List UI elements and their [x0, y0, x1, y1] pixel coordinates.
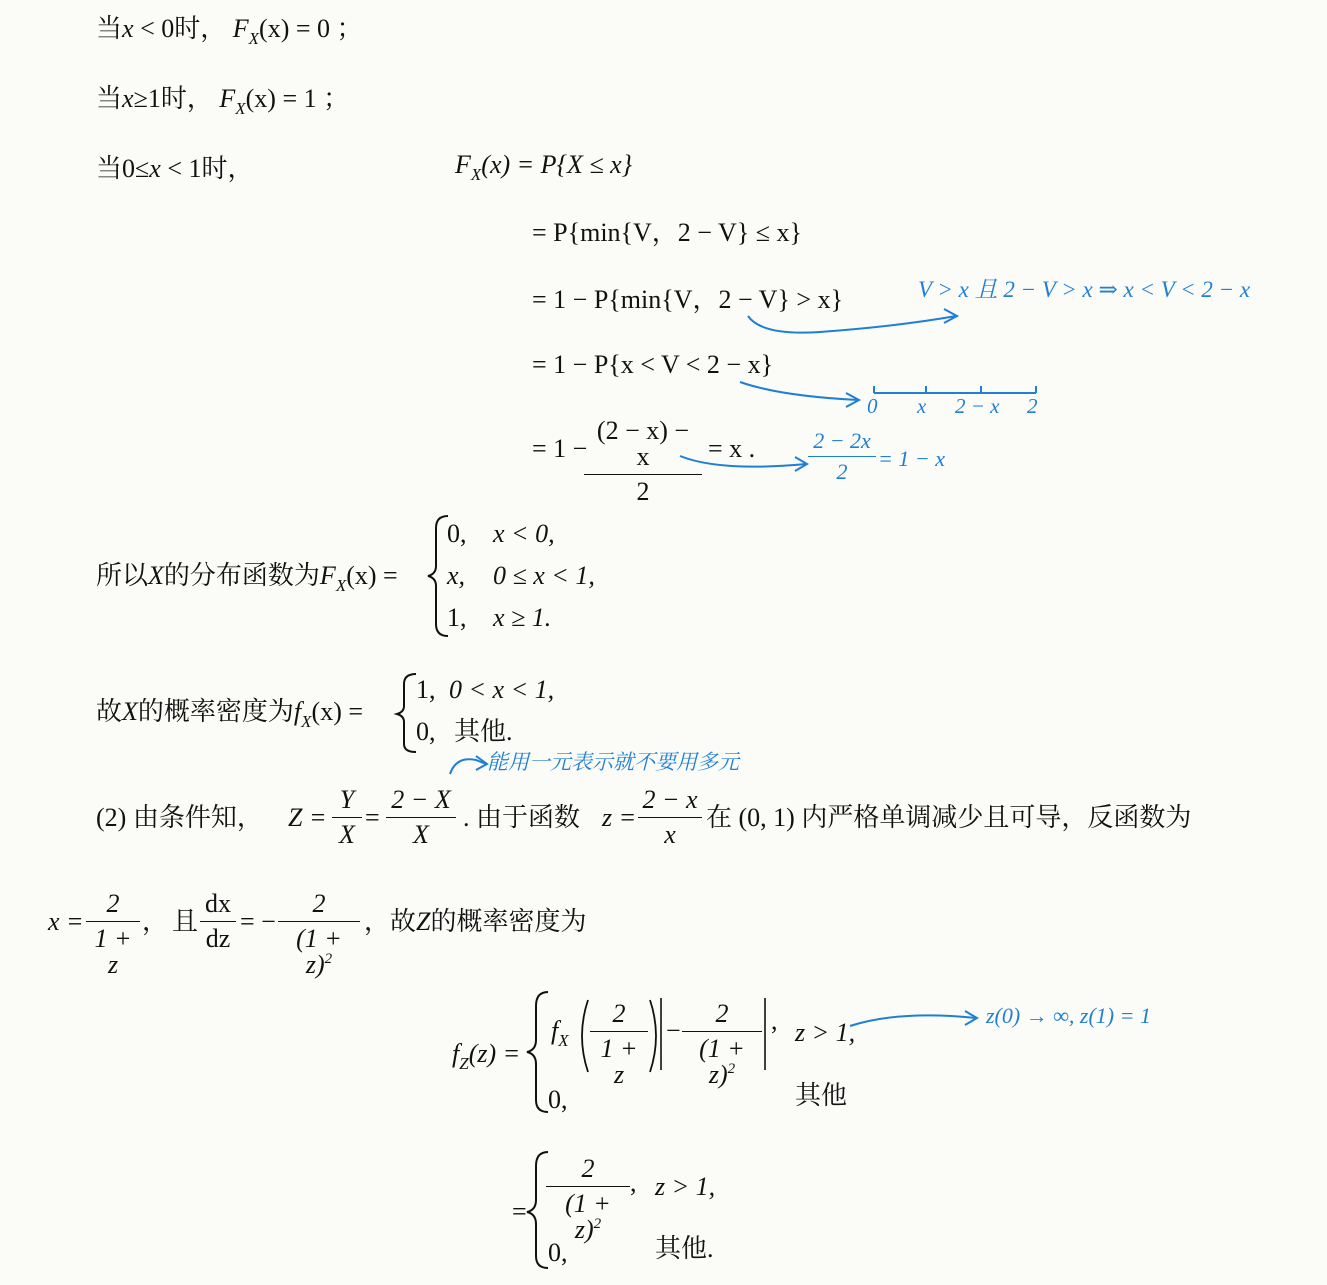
fz2-cond2: 其他. — [655, 1234, 714, 1263]
expr: (x) = P{X ≤ x} — [481, 150, 633, 179]
cond: < 1 — [160, 154, 202, 183]
arrowhead-4 — [476, 756, 487, 770]
expr: (x) = 1 — [245, 84, 317, 113]
arrowhead-5 — [965, 1011, 977, 1025]
subscript: X — [301, 712, 312, 731]
denominator: 2 — [636, 477, 650, 506]
text: 的分布函数为 — [163, 561, 320, 590]
annotation-result: = 1 − x — [878, 446, 945, 471]
subscript: Z — [459, 1054, 469, 1073]
denominator — [278, 922, 360, 978]
part2-z-func: z = — [602, 803, 637, 832]
subscript: X — [470, 165, 482, 184]
part2-frac-y-over-x — [332, 787, 362, 848]
fz-label — [452, 1039, 521, 1073]
fz2-val2: 0, — [548, 1238, 568, 1267]
cdf-brace — [428, 516, 448, 636]
pdf-brace — [397, 674, 416, 752]
part2-eq: = — [365, 803, 380, 832]
var: x — [149, 154, 161, 183]
text: 的概率密度为 — [137, 697, 294, 726]
cond: < 0 — [133, 14, 175, 43]
cdf-row-1-val: 0, — [447, 519, 467, 548]
expr: (x) = — [311, 697, 364, 726]
numerator: (2 − x) − x — [596, 416, 690, 471]
arrowhead-3 — [795, 457, 807, 471]
exponent: 2 — [324, 951, 333, 967]
part2-mid: . 由于函数 — [463, 803, 581, 832]
denominator: X — [413, 820, 429, 849]
fz-brace — [527, 992, 548, 1112]
case-line-1 — [96, 14, 363, 48]
part2-z-eq: Z = — [288, 803, 327, 832]
func: F — [319, 561, 336, 590]
annotation-inequality: V > x 且 2 − V > x ⇒ x < V < 2 − x — [918, 277, 1251, 302]
annotation-limits: z(0) → ∞, z(1) = 1 — [986, 1003, 1151, 1028]
fz-cond1: z > 1, — [795, 1018, 856, 1047]
fz-inner-frac — [590, 1001, 648, 1088]
cdf-row-3-cond: x ≥ 1. — [493, 603, 552, 632]
denominator: x — [664, 820, 676, 849]
cond: ≥1 — [133, 84, 161, 113]
inverse-frac — [86, 891, 140, 978]
func: F — [455, 150, 471, 179]
text: 故 — [96, 697, 123, 726]
pdf-row-1-val: 1, — [416, 675, 436, 704]
fz-jacobian-frac — [682, 1001, 762, 1088]
fz-minus: − — [666, 1016, 681, 1045]
fz-val2: 0, — [548, 1085, 568, 1114]
numerator: 2 — [312, 889, 326, 918]
den-base: (1 + z) — [565, 1189, 611, 1244]
text: 当 — [96, 154, 123, 183]
arrow-4 — [450, 759, 486, 774]
var: x — [122, 84, 134, 113]
inverse-derivative — [200, 891, 236, 952]
arrow-1 — [748, 316, 956, 333]
punct: ； — [323, 84, 350, 113]
inverse-and: 且 — [172, 907, 199, 936]
cdf-row-2-cond: 0 ≤ x < 1, — [493, 561, 595, 590]
den-base: (1 + z) — [699, 1034, 745, 1089]
exponent: 2 — [727, 1061, 736, 1077]
numerator: 2 — [106, 889, 120, 918]
derivation-line-2: = P{min{V，2 − V} ≤ x} — [532, 218, 803, 247]
part2-frac-2-minus-x — [386, 787, 456, 848]
part2-frac-func — [638, 787, 702, 848]
case-line-2 — [96, 84, 350, 118]
denominator: X — [339, 820, 355, 849]
pdf-row-2-val: 0, — [416, 717, 436, 746]
text: 的概率密度为 — [430, 907, 587, 936]
expr: (x) = — [346, 561, 398, 590]
derivation-fraction — [584, 418, 702, 505]
pdf-row-2-cond: 其他. — [454, 717, 513, 746]
text: 当 — [96, 84, 123, 113]
left-paren — [582, 1000, 588, 1072]
denominator — [546, 1187, 630, 1243]
cdf-row-2-val: x, — [447, 561, 466, 590]
subscript: X — [235, 99, 246, 118]
arrowhead-2 — [846, 393, 859, 407]
text: 时， — [201, 154, 254, 183]
var: X — [122, 697, 138, 726]
inverse-tail — [364, 909, 587, 935]
inverse-x-eq: x = — [48, 907, 84, 936]
fz2-frac — [546, 1156, 630, 1243]
denominator: 2 — [836, 459, 848, 484]
derivation-line-4: = 1 − P{x < V < 2 − x} — [532, 350, 774, 379]
axis-tick-2-minus-x: 2 − x — [955, 394, 1000, 418]
fz-fx — [551, 1016, 569, 1050]
inverse-deriv-frac — [278, 891, 360, 978]
derivation-line-5-pre: = 1 − — [532, 434, 588, 463]
pdf-row-1-cond: 0 < x < 1, — [449, 675, 555, 704]
right-paren — [650, 1000, 656, 1072]
subscript: X — [335, 576, 347, 595]
cond: 0≤ — [122, 154, 150, 183]
fz2-eq: = — [512, 1197, 527, 1226]
cdf-row-1-cond: x < 0, — [493, 519, 555, 548]
fz2-brace — [527, 1152, 548, 1268]
arrowhead-1 — [944, 309, 957, 323]
numerator: dx — [205, 889, 231, 918]
punct: ； — [336, 14, 363, 43]
arrow-5 — [850, 1015, 976, 1026]
arrow-2 — [740, 382, 858, 400]
fz-comma: , — [771, 1006, 778, 1035]
subscript: X — [558, 1031, 569, 1050]
exponent: 2 — [593, 1216, 602, 1232]
denominator: 1 + z — [94, 924, 132, 979]
axis-tick-0: 0 — [867, 394, 878, 418]
axis-tick-2: 2 — [1027, 394, 1038, 418]
text: 时， — [174, 14, 227, 43]
denominator: 1 + z — [600, 1034, 638, 1089]
func: f — [452, 1039, 460, 1068]
numerator: 2 — [612, 999, 626, 1028]
part2-lead: (2) 由条件知， — [96, 803, 263, 832]
subscript: X — [248, 29, 260, 48]
expr: (x) = 0 — [259, 14, 331, 43]
numerator: 2 − 2x — [813, 428, 871, 453]
derivation-line-1 — [455, 150, 633, 184]
numerator: 2 − x — [642, 785, 698, 814]
denominator — [682, 1032, 762, 1088]
den-base: (1 + z) — [296, 924, 342, 979]
annotation-fraction — [808, 430, 876, 483]
cdf-row-3-val: 1, — [447, 603, 467, 632]
text: 所以 — [96, 561, 149, 590]
var: X — [148, 561, 164, 590]
func: f — [293, 697, 302, 726]
fz2-comma: , — [630, 1168, 637, 1197]
text: ，故 — [364, 907, 417, 936]
axis-tick-x: x — [917, 394, 927, 418]
inverse-comma: ， — [142, 907, 169, 936]
derivation-line-3: = 1 − P{min{V，2 − V} > x} — [532, 285, 844, 314]
func: F — [232, 14, 249, 43]
func: f — [551, 1016, 559, 1045]
text: 当 — [96, 14, 123, 43]
cdf-label — [96, 561, 398, 595]
expr: (z) = — [468, 1039, 521, 1068]
numerator: Y — [339, 785, 355, 814]
text: 时， — [160, 84, 213, 113]
case-line-3 — [96, 156, 254, 182]
part2-tail: 在 (0, 1) 内严格单调减少且可导，反函数为 — [706, 803, 1192, 832]
numerator: 2 — [581, 1154, 595, 1183]
denominator: dz — [205, 924, 231, 953]
numerator: 2 — [715, 999, 729, 1028]
inverse-eq: = − — [240, 907, 276, 936]
annotation-handwritten-note: 能用一元表示就不要用多元 — [487, 750, 739, 774]
var: x — [122, 14, 134, 43]
pdf-label — [96, 697, 364, 731]
numerator: 2 − X — [391, 785, 451, 814]
fz-cond2: 其他 — [795, 1081, 848, 1110]
func: F — [219, 84, 236, 113]
var: Z — [416, 907, 431, 936]
fz2-cond1: z > 1, — [655, 1172, 716, 1201]
derivation-line-5-post: = x . — [708, 434, 756, 463]
